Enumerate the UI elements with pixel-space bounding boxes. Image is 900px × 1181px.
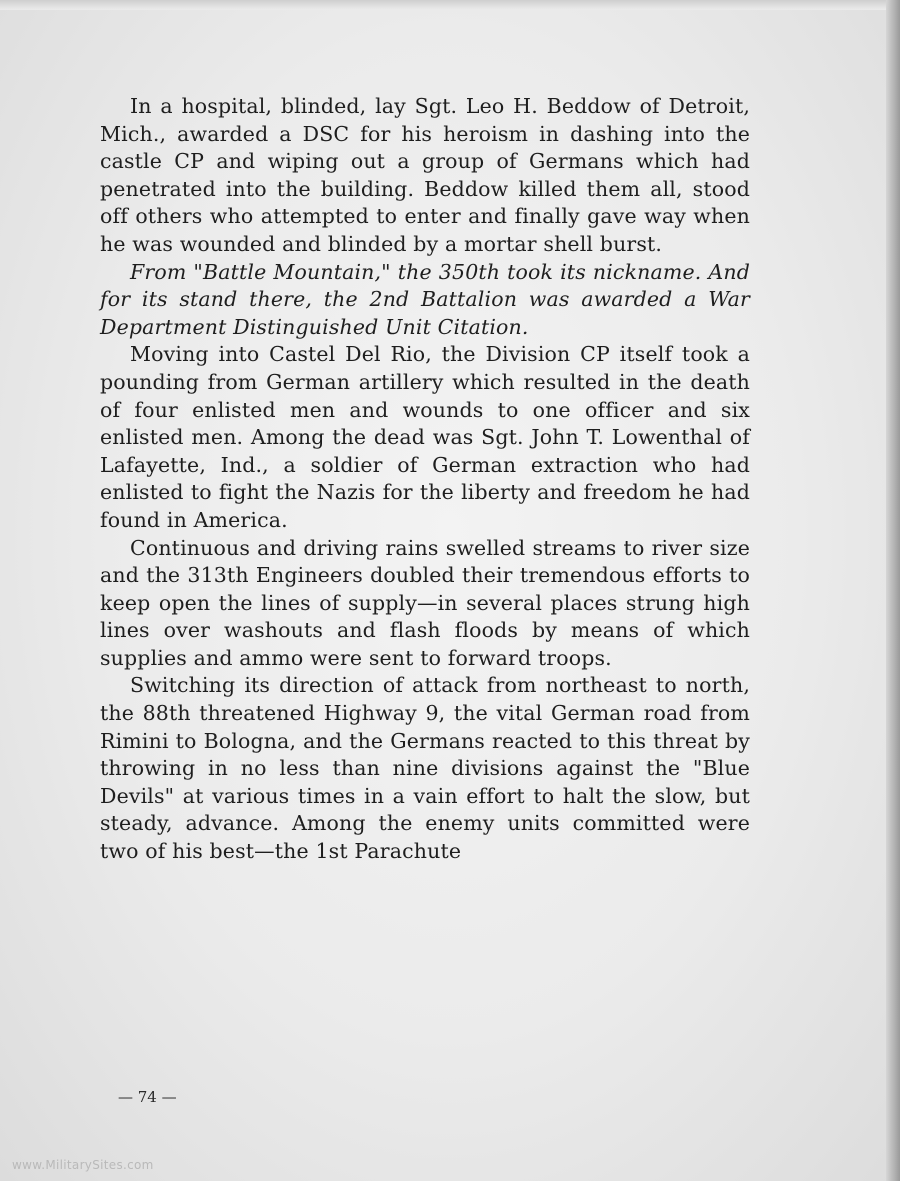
paragraph-beddow: In a hospital, blinded, lay Sgt. Leo H. Beddow of Detroit, Mich., awarded a DSC for his heroism in dashing into the castle CP and wiping out a group of Germans which had penetrated into the building. Beddow killed them all, stood off others who attempted to enter and finally gave way when he was wounded and blinded by a mortar shell burst. <box>100 94 750 256</box>
paragraph-battle-mountain: From "Battle Mountain," the 350th took its nickname. And for its stand there, the 2nd Battalion was awarded a War Department Distinguished Unit Citation. <box>100 259 750 339</box>
watermark: www.MilitarySites.com <box>12 1158 154 1172</box>
page-number: — 74 — <box>118 1088 177 1106</box>
paragraph-castel-del-rio: Moving into Castel Del Rio, the Division CP itself took a pounding from German artillery which resulted in the death of four enlisted men and wounds to one officer and six enlisted men. Among the dead was Sgt. John T. Lowenthal of Lafayette, Ind., a soldier of German extraction who had enlisted to fight the Nazis for the liberty and freedom he had found in America. <box>100 342 750 532</box>
paragraph-highway-9: Switching its direction of attack from northeast to north, the 88th threatened Highway 9, the vital German road from Rimini to Bologna, and the Germans reacted to this threat by throwing in no less than nine divisions against the "Blue Devils" at various times in a vain effort to halt the slow, but steady, advance. Among the enemy units committed were two of his best—the 1st Parachute <box>100 673 750 864</box>
page-binding-edge <box>886 0 900 1181</box>
page-top-shadow <box>0 0 900 10</box>
paragraph-engineers: Continuous and driving rains swelled streams to river size and the 313th Engineers doubled their tremendous efforts to keep open the lines of supply—in several places strung high lines over washouts and flash floods by means of which supplies and ammo were sent to forward troops. <box>100 535 750 670</box>
body-text <box>100 93 750 866</box>
